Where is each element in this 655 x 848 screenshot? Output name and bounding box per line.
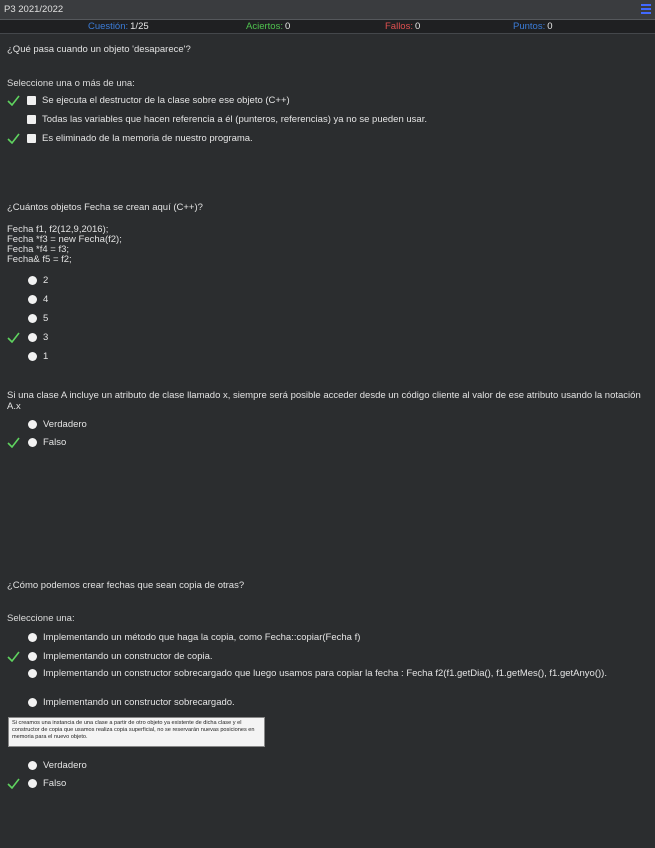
question-instruction: Seleccione una o más de una: xyxy=(7,78,135,89)
stat-question: Cuestión: 1/25 xyxy=(88,21,149,32)
radio-option[interactable]: Implementando un constructor de copia. xyxy=(28,650,213,662)
radio-button[interactable] xyxy=(28,779,37,788)
checkbox-option[interactable]: Se ejecuta el destructor de la clase sobre ese objeto (C++) xyxy=(27,94,290,106)
radio-option[interactable]: 5 xyxy=(28,312,48,324)
radio-option[interactable]: Falso xyxy=(28,436,66,448)
radio-button[interactable] xyxy=(28,333,37,342)
checkbox-option[interactable]: Todas las variables que hacen referencia a él (punteros, referencias) ya no se pueden usar. xyxy=(27,113,427,125)
checkbox[interactable] xyxy=(27,134,36,143)
check-icon xyxy=(7,651,20,662)
radio-option[interactable]: 1 xyxy=(28,350,48,362)
check-icon xyxy=(7,95,20,106)
radio-button[interactable] xyxy=(28,352,37,361)
stat-points: Puntos: 0 xyxy=(513,21,553,32)
radio-button[interactable] xyxy=(28,314,37,323)
radio-option[interactable]: Falso xyxy=(28,777,66,789)
radio-button[interactable] xyxy=(28,652,37,661)
menu-icon[interactable] xyxy=(641,4,651,15)
radio-button[interactable] xyxy=(28,761,37,770)
stat-fails: Fallos: 0 xyxy=(385,21,421,32)
stats-bar xyxy=(0,20,655,34)
question-text: ¿Cuántos objetos Fecha se crean aquí (C++)? xyxy=(7,202,203,213)
radio-button[interactable] xyxy=(28,698,37,707)
checkbox-option[interactable]: Es eliminado de la memoria de nuestro programa. xyxy=(27,132,253,144)
question-text: ¿Qué pasa cuando un objeto 'desaparece'? xyxy=(7,44,191,55)
checkbox[interactable] xyxy=(27,115,36,124)
radio-option[interactable]: 4 xyxy=(28,293,48,305)
radio-option[interactable]: Verdadero xyxy=(28,418,87,430)
checkbox[interactable] xyxy=(27,96,36,105)
radio-option[interactable]: Verdadero xyxy=(28,759,87,771)
radio-button[interactable] xyxy=(28,438,37,447)
question-text: ¿Cómo podemos crear fechas que sean copia de otras? xyxy=(7,580,245,591)
code-block: Fecha f1, f2(12,9,2016); Fecha *f3 = new Fecha(f2); Fecha *f4 = f3; Fecha& f5 = f2; xyxy=(7,224,122,265)
radio-option[interactable]: 3 xyxy=(28,331,48,343)
check-icon xyxy=(7,332,20,343)
question-instruction: Seleccione una: xyxy=(7,613,75,624)
radio-option[interactable]: Implementando un método que haga la copia, como Fecha::copiar(Fecha f) xyxy=(28,631,360,643)
question-text: Si una clase A incluye un atributo de clase llamado x, siempre será posible acceder desde un código cliente al valor de ese atributo usando la notación A.x xyxy=(7,390,641,412)
radio-button[interactable] xyxy=(28,633,37,642)
check-icon xyxy=(7,437,20,448)
radio-button[interactable] xyxy=(28,669,37,678)
radio-button[interactable] xyxy=(28,295,37,304)
title-bar xyxy=(0,0,655,20)
radio-option[interactable]: 2 xyxy=(28,274,48,286)
check-icon xyxy=(7,778,20,789)
check-icon xyxy=(7,133,20,144)
stat-hits: Aciertos: 0 xyxy=(246,21,291,32)
radio-button[interactable] xyxy=(28,420,37,429)
radio-option[interactable]: Implementando un constructor sobrecargado que luego usamos para copiar la fecha : Fecha f2(f1.getDia(), f1.getMes(), f1.getAnyo()). xyxy=(28,668,613,679)
radio-button[interactable] xyxy=(28,276,37,285)
app-title: P3 2021/2022 xyxy=(4,4,64,15)
question-text: Si creamos una instancia de una clase a partir de otro objeto ya existente de dicha clase y el constructor de copia que usamos realiza copia superficial, no se reservarán nuevas posiciones en memoria para el nuevo objeto. xyxy=(8,717,265,747)
radio-option[interactable]: Implementando un constructor sobrecargado. xyxy=(28,696,235,708)
